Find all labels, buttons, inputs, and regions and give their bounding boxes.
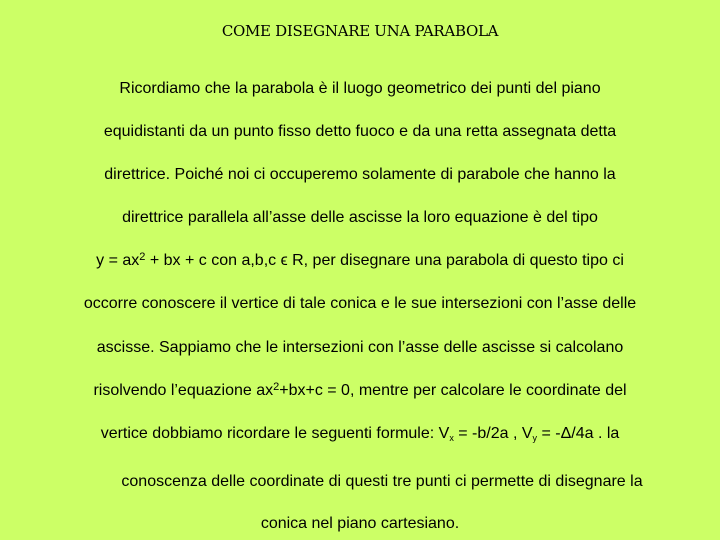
slide-title: COME DISEGNARE UNA PARABOLA — [221, 22, 499, 40]
paragraph-line-11: conica nel piano cartesiano. — [260, 515, 460, 532]
equation-part: risolvendo l’equazione ax — [93, 382, 274, 399]
paragraph-line-3: direttrice. Poiché noi ci occuperemo solamente di parabole che hanno la — [104, 166, 616, 183]
formula-part: vertice dobbiamo ricordare le seguenti formule: V — [100, 425, 450, 442]
paragraph-line-1: Ricordiamo che la parabola è il luogo geometrico dei punti del piano — [119, 80, 601, 97]
paragraph-line-2: equidistanti da un punto fisso detto fuoco e da una retta assegnata detta — [103, 123, 617, 140]
subscript-x: x — [449, 433, 454, 443]
paragraph-line-5 — [0, 251, 720, 271]
exponent: 2 — [273, 381, 280, 393]
exponent: 2 — [139, 251, 146, 263]
equation-text: + bx + c con a,b,c ϵ R, per disegnare una parabola di questo tipo ci — [145, 252, 624, 269]
subscript-y: y — [532, 433, 538, 443]
paragraph-line-8 — [0, 381, 720, 401]
paragraph-line-4: direttrice parallela all’asse delle ascisse la loro equazione è del tipo — [122, 209, 598, 226]
equation-part: y = ax — [96, 252, 140, 269]
paragraph-line-6: occorre conoscere il vertice di tale conica e le sue intersezioni con l’asse delle — [83, 295, 637, 312]
paragraph-line-9 — [0, 424, 720, 444]
equation-text: +bx+c = 0, mentre per calcolare le coordinate del — [279, 382, 627, 399]
formula-part: = -Δ/4a . la — [537, 425, 620, 442]
paragraph-line-7: ascisse. Sappiamo che le intersezioni con l’asse delle ascisse si calcolano — [96, 339, 624, 356]
paragraph-line-10: conoscenza delle coordinate di questi tre punti ci permette di disegnare la — [121, 473, 643, 490]
formula-part: = -b/2a , V — [453, 425, 533, 442]
